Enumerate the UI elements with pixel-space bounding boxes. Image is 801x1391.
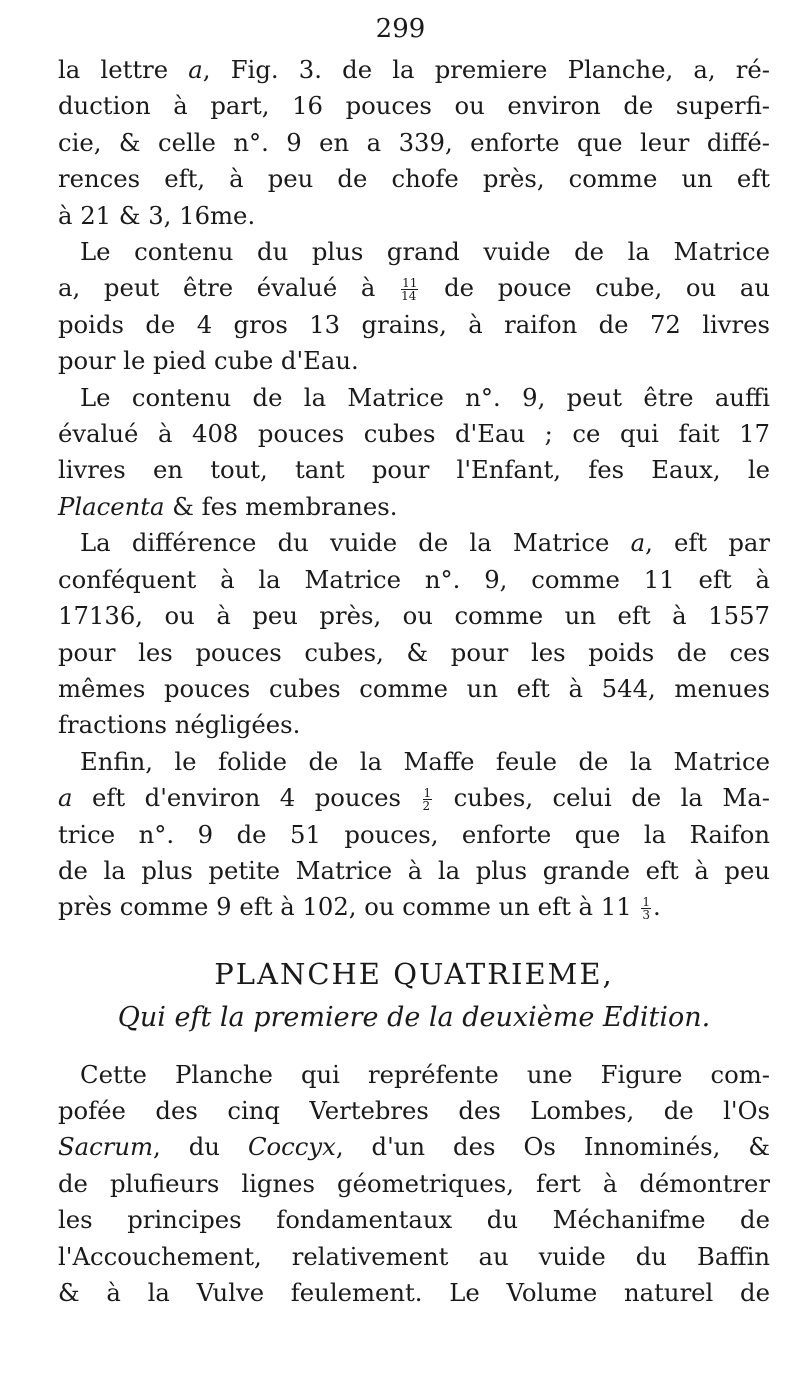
text-run: Cette Planche qui repréfente une Figure com- [80,1059,770,1089]
text-run: livres en tout, tant pour l'Enfant, fes Eaux, le [58,455,770,485]
text-line [58,234,770,270]
text-run: & à la Vulve feulement. Le Volume naturel de [58,1278,770,1307]
text-line [58,598,770,634]
fraction [401,277,418,302]
text-line [58,270,770,306]
text-run: , Fig. 3. de la premiere Planche, a, ré- [202,55,770,84]
text-line [58,307,770,343]
text-line [58,380,770,416]
text-run: pour les pouces cubes, & pour les poids de ces [58,637,770,667]
text-line [58,1166,770,1202]
text-run: rences eft, à peu de chofe près, comme un eft [58,164,770,194]
fraction [423,787,433,812]
text-run: cubes, celui de la Ma- [434,783,770,813]
text-run: , eft par [645,528,770,558]
text-line [58,1093,770,1129]
text-run: . [653,892,661,922]
text-run: duction à part, 16 pouces ou environ de superfi- [58,91,770,121]
text-run: Le contenu de la Matrice n°. 9, peut être auffi [80,382,770,412]
text-line [58,52,770,88]
text-line [58,198,770,234]
text-run: eft d'environ 4 pouces [72,783,421,813]
text-line [58,125,770,161]
text-line [58,817,770,853]
text-run: Le contenu du plus grand vuide de la Matrice [80,237,770,267]
text-run: pofée des cinq Vertebres des Lombes, de l'Os [58,1095,770,1125]
text-line [58,1275,770,1311]
text-run: l'Accouchement, relativement au vuide du Baffin [58,1241,770,1271]
text-run: conféquent à la Matrice n°. 9, comme 11 eft à [58,564,770,594]
plate-subheading: Qui eft la premiere de la deuxième Edition. [117,1002,711,1034]
text-run: fractions négligées. [58,710,301,740]
fraction-denominator: 2 [422,799,431,814]
italic-text: Sacrum [58,1132,154,1162]
text-run: de plufieurs lignes géometriques, fert à démontrer [58,1168,770,1198]
fraction-denominator: 14 [401,289,417,304]
text-run: la lettre [58,55,189,84]
text-line [58,416,770,452]
fraction-numerator: 11 [402,276,418,291]
italic-text: a [188,55,203,84]
text-run: La différence du vuide de la Matrice [80,528,631,558]
text-line [58,744,770,780]
text-run: trice n°. 9 de 51 pouces, enforte que la Raifon [58,819,770,849]
fraction-numerator: 1 [642,895,651,910]
text-run: , du [153,1132,248,1162]
text-run: poids de 4 gros 13 grains, à raifon de 72 livres [58,309,770,339]
paragraphs-part-two [58,1057,770,1312]
text-run: mêmes pouces cubes comme un eft à 544, menues [58,673,770,703]
text-run: cie, & celle n°. 9 en a 339, enforte que leur diffé- [58,127,770,157]
text-run: à 21 & 3, 16me. [58,200,256,230]
text-run: les principes fondamentaux du Méchanifme de [58,1205,770,1235]
text-line [58,1239,770,1275]
fraction-denominator: 3 [642,908,651,923]
italic-text: Coccyx [247,1132,336,1162]
page-number: 299 [375,14,426,44]
paragraphs-part-one [58,52,770,926]
text-line [58,343,770,379]
text-run: près comme 9 eft à 102, ou comme un eft à 11 [58,892,640,922]
text-line [58,853,770,889]
text-run: de la plus petite Matrice à la plus grande eft à peu [58,855,770,885]
text-line [58,161,770,197]
text-run: Enfin, le folide de la Maffe feule de la Matrice [80,746,770,776]
text-line [58,452,770,488]
italic-text: Placenta [58,491,165,521]
text-line [58,1202,770,1238]
text-line [58,780,770,816]
fraction [641,896,651,921]
text-line [58,635,770,671]
text-run: & fes membranes. [164,491,398,521]
text-line [58,489,770,525]
text-line [58,525,770,561]
text-line [58,1129,770,1165]
plate-heading: PLANCHE QUATRIEME, [214,956,614,991]
text-line [58,889,770,925]
italic-text: a [630,528,646,558]
text-run: de pouce cube, ou au [420,273,770,303]
text-run: 17136, ou à peu près, ou comme un eft à 1557 [58,601,770,631]
text-line [58,707,770,743]
text-block [58,52,770,1311]
text-line [58,88,770,124]
text-run: pour le pied cube d'Eau. [58,346,359,376]
text-line [58,1057,770,1093]
text-line [58,562,770,598]
text-run: , d'un des Os Innominés, & [335,1132,770,1162]
text-run: a, peut être évalué à [58,273,400,303]
italic-text: a [58,783,73,813]
text-line [58,671,770,707]
fraction-numerator: 1 [423,786,432,801]
text-run: évalué à 408 pouces cubes d'Eau ; ce qui fait 17 [58,419,770,449]
